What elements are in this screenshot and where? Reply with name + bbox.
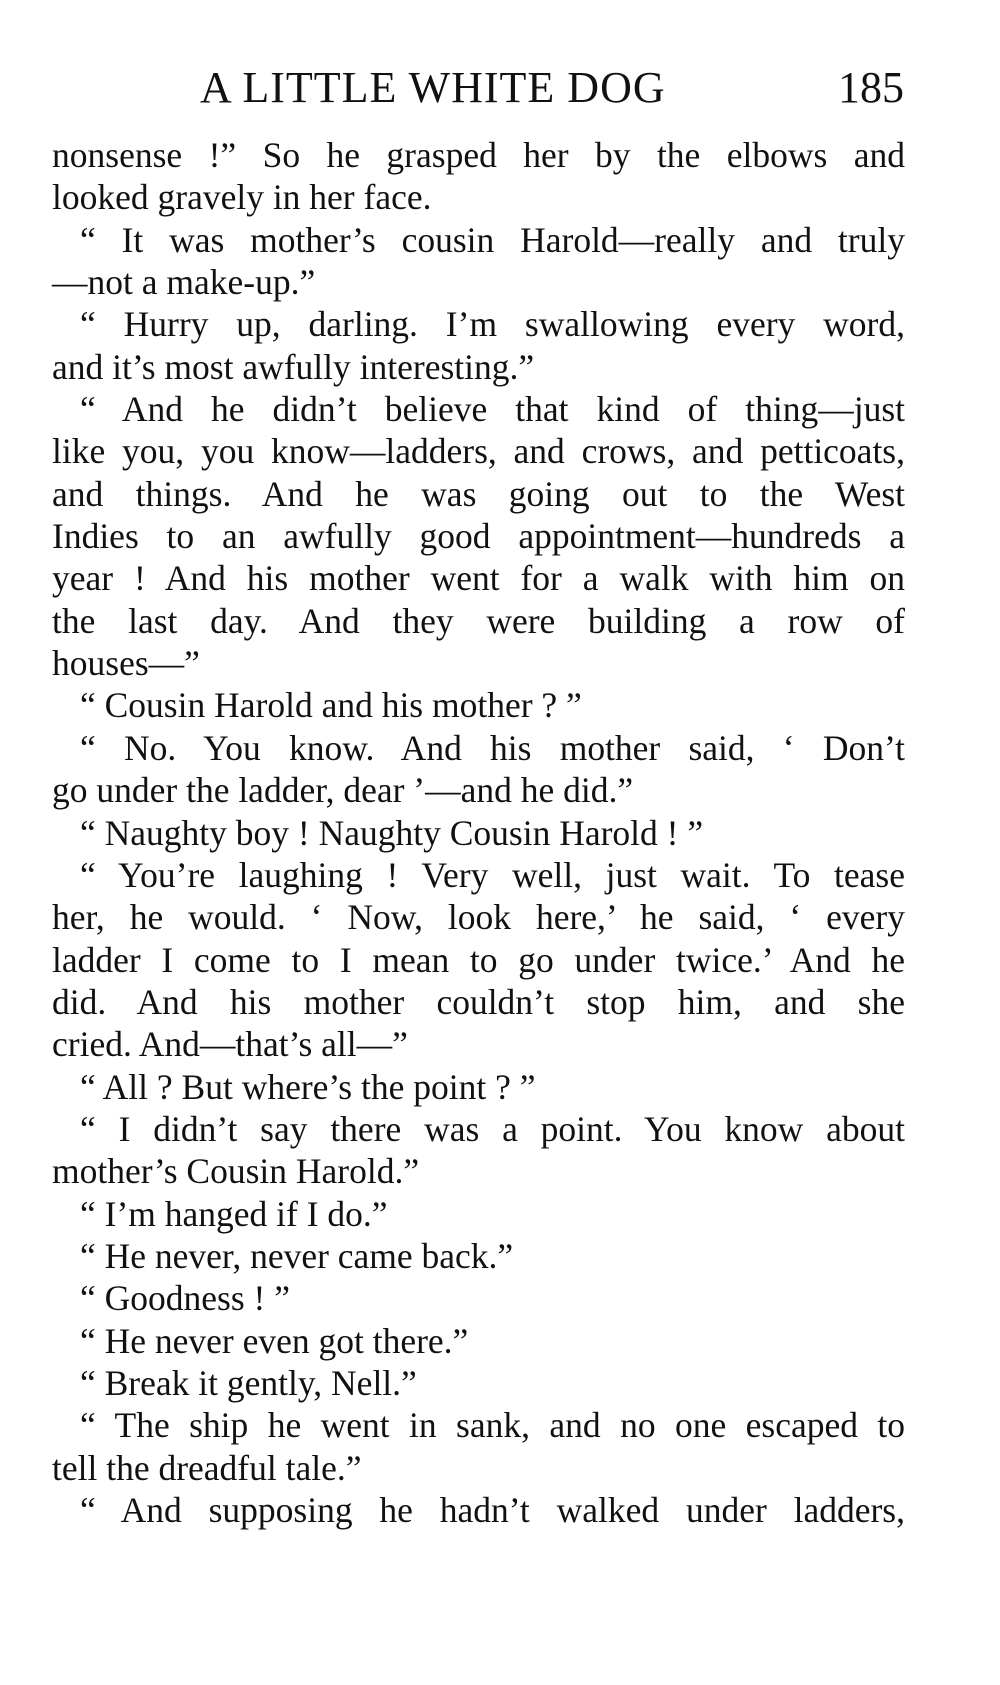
text-line: “ I didn’t say there was a point. You know about — [80, 1108, 905, 1149]
text-line: houses—” — [52, 643, 200, 684]
text-line: “ And supposing he hadn’t walked under ladders, — [80, 1490, 905, 1530]
text-line: “ You’re laughing ! Very well, just wait. To tease — [80, 854, 905, 895]
text-line: her, he would. ‘ Now, look here,’ he said, ‘ every — [52, 897, 905, 938]
text-line: “ All ? But where’s the point ? ” — [80, 1066, 536, 1107]
text-line: “ The ship he went in sank, and no one escaped to — [80, 1405, 905, 1446]
text-line: like you, you know—ladders, and crows, and petticoats, — [52, 431, 905, 472]
text-line: did. And his mother couldn’t stop him, and she — [52, 981, 905, 1022]
text-line: cried. And—that’s all—” — [52, 1024, 408, 1065]
page-header — [52, 62, 904, 122]
text-line: “ Break it gently, Nell.” — [80, 1362, 417, 1403]
text-line: mother’s Cousin Harold.” — [52, 1151, 420, 1192]
text-line: “ No. You know. And his mother said, ‘ Don’t — [80, 727, 905, 768]
running-title: A LITTLE WHITE DOG — [200, 63, 666, 112]
text-line: year ! And his mother went for a walk with him on — [52, 558, 905, 599]
text-line: “ It was mother’s cousin Harold—really and truly — [80, 219, 905, 260]
text-line: ladder I come to I mean to go under twice.’ And he — [52, 939, 905, 980]
text-line: nonsense !” So he grasped her by the elbows and — [52, 135, 905, 175]
text-line: “ Naughty boy ! Naughty Cousin Harold ! ” — [80, 812, 704, 853]
text-line: looked gravely in her face. — [52, 177, 432, 218]
text-line: —not a make-up.” — [52, 262, 316, 303]
text-line: “ And he didn’t believe that kind of thing—just — [80, 389, 905, 430]
body-text — [52, 134, 905, 1531]
text-line: “ I’m hanged if I do.” — [80, 1193, 388, 1234]
text-line: go under the ladder, dear ’—and he did.” — [52, 770, 634, 811]
text-line: “ Goodness ! ” — [80, 1278, 290, 1319]
text-line: the last day. And they were building a row of — [52, 600, 905, 641]
text-line: “ Cousin Harold and his mother ? ” — [80, 685, 582, 726]
text-line: “ Hurry up, darling. I’m swallowing every word, — [80, 304, 905, 345]
text-line: “ He never even got there.” — [80, 1320, 469, 1361]
text-line: and things. And he was going out to the West — [52, 473, 905, 514]
text-line: and it’s most awfully interesting.” — [52, 346, 535, 387]
page-number: 185 — [838, 63, 904, 112]
text-line: tell the dreadful tale.” — [52, 1447, 362, 1488]
text-line: Indies to an awfully good appointment—hundreds a — [52, 516, 905, 557]
text-line: “ He never, never came back.” — [80, 1235, 514, 1276]
